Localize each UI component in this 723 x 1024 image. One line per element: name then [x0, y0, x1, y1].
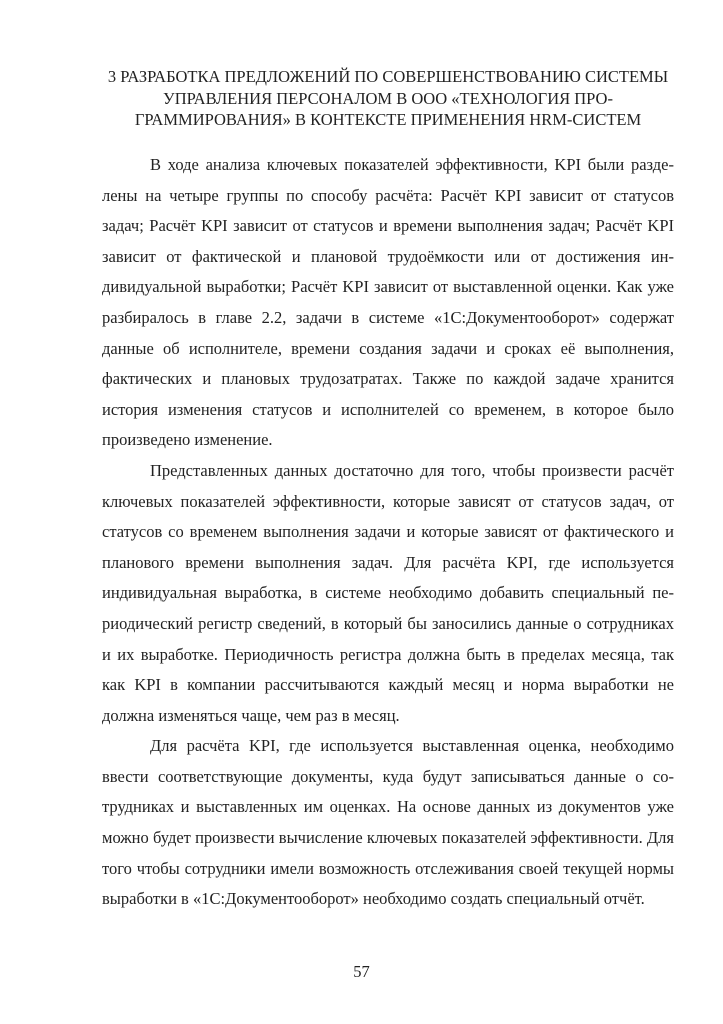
- section-heading: 3 РАЗРАБОТКА ПРЕДЛОЖЕНИЙ ПО СОВЕРШЕНСТВОВАНИЮ СИСТЕМЫ УПРАВЛЕНИЯ ПЕРСОНАЛОМ В ООО «ТЕХНОЛОГИЯ ПРОГРАММИРОВАНИЯ» В КОНТЕКСТЕ ПРИМЕНЕНИЯ HRM-СИСТЕМ: [107, 67, 669, 129]
- document-body: [102, 150, 674, 915]
- paragraph-1: В ходе анализа ключевых показателей эффективности, KPI были разделены на четыре группы по способу расчёта: Расчёт KPI зависит от статусов задач; Расчёт KPI зависит от статусов и времени выполнения задач; Расчёт KPI зависит от фактической и плановой трудоёмкости или от достижения индивидуальной выработки; Расчёт KPI зависит от выставленной оценки. Как уже разбиралось в главе 2.2, задачи в системе «1С:Документооборот» содержат данные об исполнителе, времени создания задачи и сроках её выполнения, фактических и плановых трудозатратах. Также по каждой задаче хранится история изменения статусов и исполнителей со временем, в которое было произведено изменение.: [102, 155, 674, 450]
- page-number: 57: [353, 962, 370, 981]
- paragraph-2: Представленных данных достаточно для того, чтобы произвести расчёт ключевых показателей эффективности, которые зависят от статусов задач, от статусов со временем выполнения задачи и которые зависят от фактического и планового времени выполнения задач. Для расчёта KPI, где используется индивидуальная выработка, в системе необходимо добавить специальный периодический регистр сведений, в который бы заносились данные о сотрудниках и их выработке. Периодичность регистра должна быть в пределах месяца, так как KPI в компании рассчитываются каждый месяц и норма выработки не должна изменяться чаще, чем раз в месяц.: [102, 460, 674, 725]
- paragraph-3: Для расчёта KPI, где используется выставленная оценка, необходимо ввести соответствующие документы, куда будут записываться данные о сотрудниках и выставленных им оценках. На основе данных из документов уже можно будет произвести вычисление ключевых показателей эффективности. Для того чтобы сотрудники имели возможность отслеживания своей текущей нормы выработки в «1С:Документооборот» необходимо создать специальный отчёт.: [102, 736, 674, 909]
